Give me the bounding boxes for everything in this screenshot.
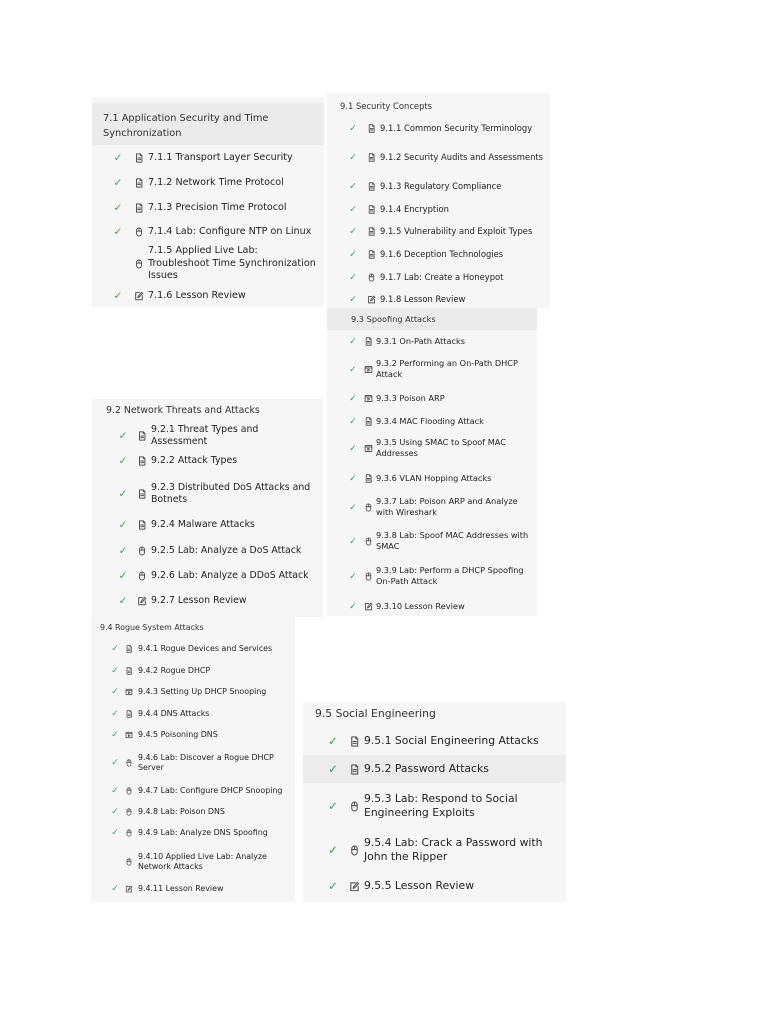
- check-icon: ✓: [118, 545, 128, 557]
- check-icon: ✓: [349, 248, 357, 260]
- lesson-label: 9.3.3 Poison ARP: [376, 392, 445, 403]
- check-icon: ✓: [349, 335, 357, 347]
- check-icon: ✓: [328, 879, 338, 893]
- video-icon: [364, 365, 373, 374]
- lesson-9-5-5[interactable]: [303, 873, 566, 899]
- lesson-9-4-10[interactable]: [91, 849, 295, 875]
- check-icon: ✓: [349, 203, 357, 215]
- mouse-icon: [134, 227, 144, 237]
- lesson-9-3-9[interactable]: [327, 563, 537, 589]
- document-icon: [134, 178, 144, 188]
- check-icon: ✓: [349, 415, 357, 427]
- lesson-9-5-3[interactable]: [303, 793, 566, 819]
- mouse-icon: [134, 259, 144, 269]
- check-icon: ✓: [349, 225, 357, 237]
- lesson-9-2-5[interactable]: [92, 538, 323, 564]
- lesson-9-3-1[interactable]: [327, 328, 537, 354]
- lesson-9-3-8[interactable]: [327, 528, 537, 554]
- lesson-label: 9.1.1 Common Security Terminology: [380, 122, 533, 133]
- video-icon: [364, 444, 373, 453]
- lesson-label: 7.1.3 Precision Time Protocol: [148, 201, 287, 213]
- check-icon: ✓: [349, 472, 357, 484]
- lesson-label: 9.2.7 Lesson Review: [151, 594, 247, 606]
- lesson-label: 9.3.4 MAC Flooding Attack: [376, 415, 484, 426]
- document-icon: [349, 736, 360, 747]
- section-title: 9.1 Security Concepts: [340, 101, 433, 111]
- lesson-label: 7.1.4 Lab: Configure NTP on Linux: [148, 225, 312, 237]
- lesson-9-2-4[interactable]: [92, 512, 323, 538]
- section-7-1: [92, 97, 324, 307]
- lesson-9-2-1[interactable]: [92, 423, 323, 449]
- section-title: 9.2 Network Threats and Attacks: [106, 405, 260, 416]
- lesson-label: 9.5.3 Lab: Respond to Social Engineering Exploits: [364, 791, 518, 819]
- lesson-9-1-1[interactable]: [327, 115, 550, 141]
- check-icon: ✓: [111, 786, 119, 796]
- pencil-icon: [134, 291, 144, 301]
- lesson-label: 9.3.9 Lab: Perform a DHCP Spoofing On-Path Attack: [376, 565, 524, 586]
- document-icon: [137, 431, 147, 441]
- document-icon: [367, 182, 376, 191]
- check-icon: ✓: [111, 807, 119, 817]
- lesson-label: 9.3.7 Lab: Poison ARP and Analyze with Wireshark: [376, 496, 518, 517]
- lesson-label: 9.1.4 Encryption: [380, 203, 449, 214]
- check-icon: ✓: [113, 226, 123, 238]
- lesson-9-3-2[interactable]: [327, 356, 537, 382]
- check-icon: ✓: [111, 687, 119, 697]
- check-icon: ✓: [111, 884, 119, 894]
- check-icon: ✓: [349, 600, 357, 612]
- lesson-9-3-4[interactable]: [327, 408, 537, 434]
- section-9-2: [92, 399, 323, 617]
- document-icon: [137, 456, 147, 466]
- lesson-9-5-2[interactable]: [303, 755, 566, 783]
- document-icon: [134, 153, 144, 163]
- lesson-label: 7.1.1 Transport Layer Security: [148, 151, 293, 163]
- lesson-label: 9.4.4 DNS Attacks: [138, 708, 210, 718]
- lesson-9-4-11[interactable]: [91, 876, 295, 902]
- lesson-label: 9.1.2 Security Audits and Assessments: [380, 151, 544, 162]
- lesson-label: 9.4.2 Rogue DHCP: [138, 665, 211, 675]
- lesson-label: 9.3.2 Performing an On-Path DHCP Attack: [376, 358, 518, 379]
- video-icon: [125, 731, 133, 739]
- lesson-label: 9.2.2 Attack Types: [151, 454, 238, 466]
- lesson-label: 9.2.4 Malware Attacks: [151, 518, 255, 530]
- lesson-label: 9.5.2 Password Attacks: [364, 761, 489, 775]
- document-icon: [367, 153, 376, 162]
- check-icon: ✓: [113, 290, 123, 302]
- lesson-label: 9.2.5 Lab: Analyze a DoS Attack: [151, 544, 302, 556]
- document-icon: [134, 203, 144, 213]
- check-icon: ✓: [349, 570, 357, 582]
- lesson-label: 9.5.1 Social Engineering Attacks: [364, 733, 539, 747]
- mouse-icon: [349, 845, 360, 856]
- mouse-icon: [367, 273, 376, 282]
- section-title: 9.4 Rogue System Attacks: [100, 623, 204, 632]
- check-icon: ✓: [113, 177, 123, 189]
- lesson-label: 9.2.6 Lab: Analyze a DDoS Attack: [151, 569, 309, 581]
- lesson-label: 9.3.8 Lab: Spoof MAC Addresses with SMAC: [376, 530, 529, 551]
- lesson-9-3-10[interactable]: [327, 593, 537, 616]
- lesson-9-2-6[interactable]: [92, 563, 323, 589]
- lesson-label: 9.4.10 Applied Live Lab: Analyze Network Attacks: [138, 851, 267, 871]
- lesson-label: 9.2.1 Threat Types and Assessment: [151, 423, 259, 447]
- lesson-9-4-6[interactable]: [91, 750, 295, 776]
- check-icon: ✓: [118, 430, 128, 442]
- check-icon: ✓: [349, 501, 357, 513]
- lesson-7-1-4[interactable]: [92, 219, 324, 245]
- check-icon: ✓: [113, 152, 123, 164]
- lesson-label: 9.1.5 Vulnerability and Exploit Types: [380, 225, 533, 236]
- lesson-label: 9.4.8 Lab: Poison DNS: [138, 806, 225, 816]
- pencil-icon: [125, 885, 133, 893]
- lesson-7-1-3[interactable]: [92, 195, 324, 221]
- pencil-icon: [349, 881, 360, 892]
- mouse-icon: [125, 787, 133, 795]
- lesson-7-1-2[interactable]: [92, 170, 324, 196]
- lesson-7-1-1[interactable]: [92, 145, 324, 171]
- lesson-7-1-5[interactable]: [92, 245, 324, 282]
- pencil-icon: [367, 295, 376, 304]
- document-icon: [125, 667, 133, 675]
- lesson-9-2-7[interactable]: [92, 588, 323, 614]
- lesson-label: 9.4.3 Setting Up DHCP Snooping: [138, 686, 267, 696]
- section-9-1: [327, 93, 550, 308]
- check-icon: ✓: [349, 442, 357, 454]
- check-icon: ✓: [328, 799, 338, 813]
- mouse-icon: [349, 801, 360, 812]
- document-icon: [125, 645, 133, 653]
- lesson-9-4-5[interactable]: [91, 722, 295, 748]
- lesson-label: 9.4.1 Rogue Devices and Services: [138, 643, 273, 653]
- check-icon: ✓: [349, 293, 357, 305]
- check-icon: ✓: [349, 122, 357, 134]
- lesson-9-4-9[interactable]: [91, 820, 295, 846]
- lesson-label: 9.4.9 Lab: Analyze DNS Spoofing: [138, 827, 268, 837]
- mouse-icon: [125, 808, 133, 816]
- check-icon: ✓: [111, 730, 119, 740]
- lesson-9-2-3[interactable]: [92, 481, 323, 507]
- section-title: 9.5 Social Engineering: [315, 707, 436, 720]
- check-icon: ✓: [349, 363, 357, 375]
- check-icon: ✓: [118, 488, 128, 500]
- lesson-label: 9.3.1 On-Path Attacks: [376, 335, 466, 346]
- lesson-9-5-4[interactable]: [303, 837, 566, 863]
- lesson-label: 9.4.7 Lab: Configure DHCP Snooping: [138, 785, 283, 795]
- pencil-icon: [364, 602, 373, 611]
- check-icon: ✓: [111, 709, 119, 719]
- document-icon: [137, 489, 147, 499]
- mouse-icon: [137, 546, 147, 556]
- mouse-icon: [125, 829, 133, 837]
- check-icon: ✓: [349, 271, 357, 283]
- section-9-3: [327, 308, 537, 616]
- lesson-label: 9.3.10 Lesson Review: [376, 600, 465, 611]
- mouse-icon: [364, 537, 373, 546]
- lesson-label: 9.3.5 Using SMAC to Spoof MAC Addresses: [376, 437, 506, 458]
- check-icon: ✓: [113, 202, 123, 214]
- lesson-label: 9.1.3 Regulatory Compliance: [380, 180, 502, 191]
- check-icon: ✓: [118, 595, 128, 607]
- mouse-icon: [125, 759, 133, 767]
- check-icon: ✓: [111, 644, 119, 654]
- lesson-7-1-6[interactable]: [92, 283, 324, 307]
- lesson-9-3-7[interactable]: [327, 494, 537, 520]
- document-icon: [367, 227, 376, 236]
- lesson-label: 9.5.4 Lab: Crack a Password with John the Ripper: [364, 835, 543, 863]
- check-icon: ✓: [118, 519, 128, 531]
- lesson-label: 9.4.11 Lesson Review: [138, 883, 224, 893]
- document-icon: [367, 205, 376, 214]
- check-icon: ✓: [349, 151, 357, 163]
- video-icon: [364, 394, 373, 403]
- lesson-label: 9.2.3 Distributed DoS Attacks and Botnets: [151, 481, 311, 505]
- check-icon: ✓: [328, 762, 338, 776]
- lesson-label: 9.1.7 Lab: Create a Honeypot: [380, 271, 504, 282]
- lesson-label: 9.4.5 Poisoning DNS: [138, 729, 218, 739]
- lesson-label: 7.1.6 Lesson Review: [148, 289, 246, 301]
- document-icon: [367, 250, 376, 259]
- section-9-4: [91, 616, 295, 902]
- lesson-9-1-8[interactable]: [327, 286, 550, 308]
- mouse-icon: [364, 503, 373, 512]
- lesson-label: 9.1.6 Deception Technologies: [380, 248, 504, 259]
- mouse-icon: [364, 572, 373, 581]
- lesson-label: 9.5.5 Lesson Review: [364, 878, 475, 892]
- lesson-label: 7.1.5 Applied Live Lab: Troubleshoot Time Synchronization Issues: [148, 245, 316, 282]
- mouse-icon: [125, 858, 133, 866]
- lesson-label: 9.1.8 Lesson Review: [380, 293, 466, 304]
- section-9-5: [303, 702, 566, 902]
- lesson-label: 9.3.6 VLAN Hopping Attacks: [376, 472, 492, 483]
- check-icon: ✓: [111, 758, 119, 768]
- document-icon: [364, 417, 373, 426]
- check-icon: ✓: [328, 843, 338, 857]
- document-icon: [364, 337, 373, 346]
- lesson-label: 9.4.6 Lab: Discover a Rogue DHCP Server: [138, 752, 274, 772]
- check-icon: ✓: [328, 734, 338, 748]
- check-icon: ✓: [349, 535, 357, 547]
- lesson-9-3-6[interactable]: [327, 465, 537, 491]
- video-icon: [125, 688, 133, 696]
- check-icon: ✓: [111, 666, 119, 676]
- section-title: 7.1 Application Security and Time Synchronization: [92, 103, 324, 145]
- document-icon: [367, 124, 376, 133]
- lesson-9-2-2[interactable]: [92, 448, 323, 474]
- section-title: 9.3 Spoofing Attacks: [327, 308, 537, 330]
- check-icon: ✓: [118, 455, 128, 467]
- mouse-icon: [137, 571, 147, 581]
- lesson-9-5-1[interactable]: [303, 728, 566, 754]
- check-icon: ✓: [118, 570, 128, 582]
- lesson-label: 7.1.2 Network Time Protocol: [148, 176, 284, 188]
- check-icon: ✓: [349, 180, 357, 192]
- document-icon: [349, 764, 360, 775]
- check-icon: ✓: [349, 392, 357, 404]
- lesson-9-1-2[interactable]: [327, 144, 550, 170]
- pencil-icon: [137, 596, 147, 606]
- document-icon: [137, 520, 147, 530]
- document-icon: [364, 474, 373, 483]
- check-icon: ✓: [111, 828, 119, 838]
- lesson-9-3-5[interactable]: [327, 435, 537, 461]
- document-icon: [125, 710, 133, 718]
